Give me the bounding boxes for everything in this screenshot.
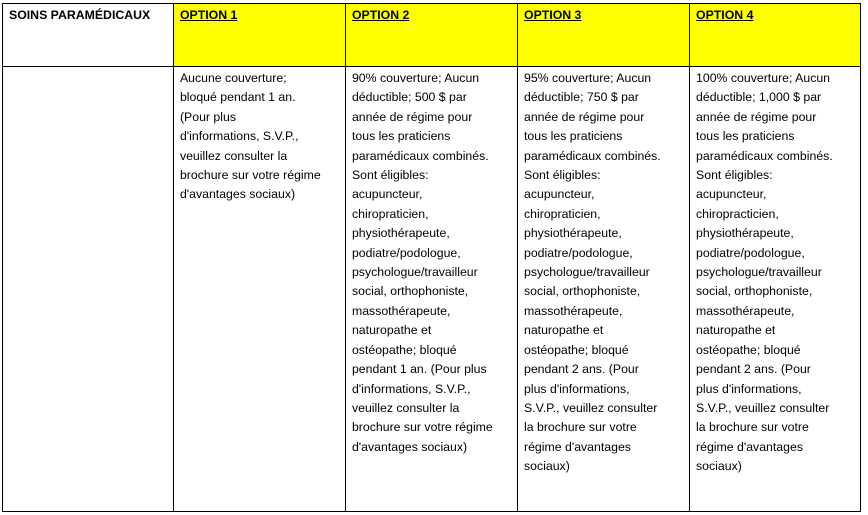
benefits-table (2, 3, 861, 512)
option-2-header: OPTION 2 (345, 4, 517, 67)
option-3-cell: 95% couverture; Aucun déductible; 750 $ par année de régime pour tous les praticiens paramédicaux combinés. Sont éligibles: acupuncteur, chiropraticien, physiothérapeute, podiatre/podologue, psychologue/travailleur social, orthophoniste, massothérapeute, naturopathe et ostéopathe; bloqué pendant 2 ans. (Pour plus d'informations, S.V.P., veuillez consulter la brochure sur votre régime d'avantages sociaux) (518, 67, 690, 512)
option-4-cell: 100% couverture; Aucun déductible; 1,000 $ par année de régime pour tous les praticiens paramédicaux combinés. Sont éligibles: acupuncteur, chiropracticien, physiothérapeute, podiatre/podologue, psychologue/travailleur social, orthophoniste, massothérapeute, naturopathe et ostéopathe; bloqué pendant 2 ans. (Pour plus d'informations, S.V.P., veuillez consulter la brochure sur votre régime d'avantages sociaux) (690, 67, 861, 512)
option-3-header: OPTION 3 (518, 4, 690, 67)
table-row (3, 67, 861, 512)
category-header: SOINS PARAMÉDICAUX (3, 4, 174, 67)
option-1-header: OPTION 1 (173, 4, 345, 67)
category-cell (3, 67, 174, 512)
option-2-cell: 90% couverture; Aucun déductible; 500 $ par année de régime pour tous les praticiens paramédicaux combinés. Sont éligibles: acupuncteur, chiropraticien, physiothérapeute, podiatre/podologue, psychologue/travailleur social, orthophoniste, massothérapeute, naturopathe et ostéopathe; bloqué pendant 1 an. (Pour plus d'informations, S.V.P., veuillez consulter la brochure sur votre régime d'avantages sociaux) (345, 67, 517, 512)
option-4-header: OPTION 4 (690, 4, 861, 67)
header-row (3, 4, 861, 67)
option-1-cell: Aucune couverture; bloqué pendant 1 an. (Pour plus d'informations, S.V.P., veuillez consulter la brochure sur votre régime d'avantages sociaux) (173, 67, 345, 512)
